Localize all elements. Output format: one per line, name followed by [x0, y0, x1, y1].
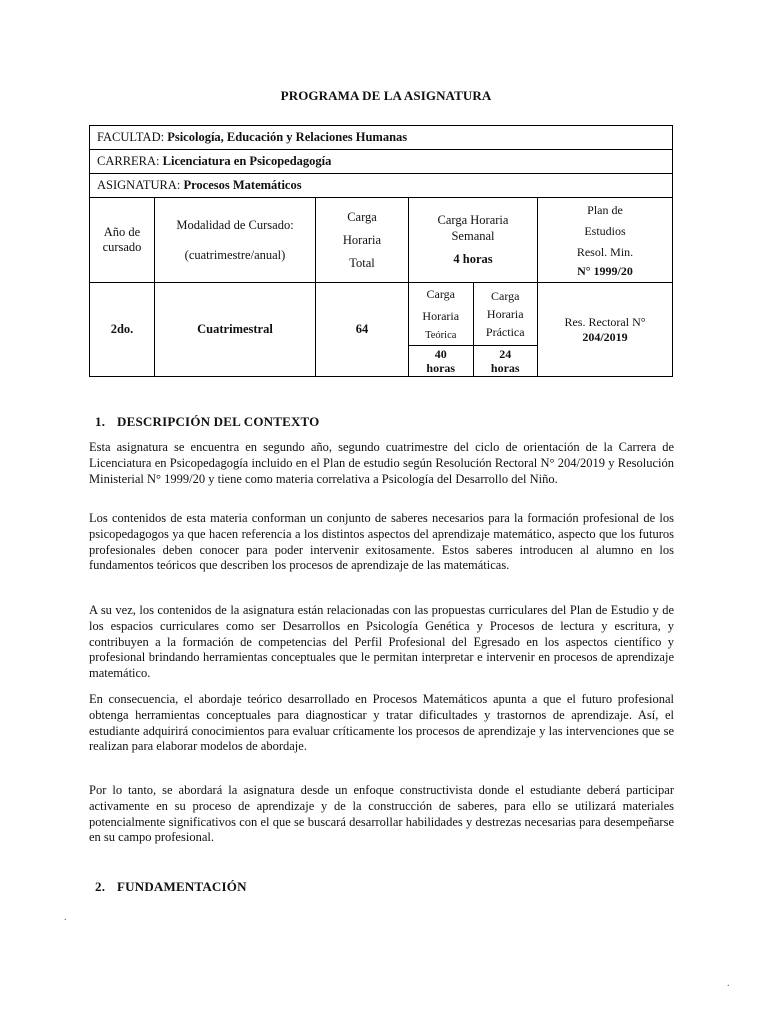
paragraph: Esta asignatura se encuentra en segundo año, segundo cuatrimestre del ciclo de orientación de la Carrera de Licenciatura en Psicopedagogía incluido en el Plan de estudio según Resolución Rectoral N° 204/2019 y Resolución Ministerial N° 1999/20 y tiene como materia correlativa a Psicología del Desarrollo del Niño. — [89, 440, 674, 486]
modalidad-header — [155, 198, 316, 283]
teorica-value: 40 horas — [426, 346, 456, 375]
carga-desglose-cell — [409, 283, 538, 377]
carrera-label: CARRERA: — [97, 154, 160, 168]
anio-header — [90, 198, 155, 283]
facultad-label: FACULTAD: — [97, 130, 165, 144]
carga-desglose-table — [409, 283, 537, 376]
section-number: 1. — [95, 414, 106, 429]
asignatura-label: ASIGNATURA: — [97, 178, 181, 192]
paragraph: A su vez, los contenidos de la asignatura están relacionadas con las propuestas curriculares del Plan de Estudio y de los espacios curriculares como ser Desarrollos en Psicología Genética y Procesos de lectura y escritura, y contribuyen a la formación de competencias del Perfil Profesional del Egresado en los aspectos científico y profesional brindando herramientas conceptuales que le permitan interpretar e intervenir en procesos de aprendizaje matemático. — [89, 603, 674, 681]
carga-total-header-text: Carga Horaria Total — [342, 209, 382, 270]
anio-header-text: Año de cursado — [102, 225, 142, 254]
carga-semanal-header-text: Carga Horaria Semanal — [437, 212, 509, 243]
teorica-label-cell — [409, 283, 473, 346]
section-title: FUNDAMENTACIÓN — [117, 879, 247, 894]
page-title: PROGRAMA DE LA ASIGNATURA — [280, 88, 492, 103]
modalidad-header-text: Modalidad de Cursado: — [176, 217, 294, 232]
practica-value: 24 horas — [490, 346, 520, 375]
res-rectoral-label: Res. Rectoral N° — [564, 314, 646, 329]
paragraph: Los contenidos de esta materia conforman un conjunto de saberes necesarios para la formación profesional de los psicopedagogos ya que hacen referencia a los distintos aspectos del aprendizaje matemático, aspecto que los futuros profesionales deben conocer para poder intervenir exitosamente. Estos saberes introducen al alumno en los fundamentos teóricos que describen los procesos de aprendizaje de las matemáticas. — [89, 511, 674, 573]
carga-semanal-value: 4 horas — [453, 251, 493, 266]
values-row — [90, 283, 673, 377]
anio-value-cell — [90, 283, 155, 377]
scan-dot: . — [64, 912, 67, 923]
modalidad-value: Cuatrimestral — [197, 322, 273, 336]
course-info-table — [89, 125, 673, 377]
plan-header — [538, 198, 673, 283]
scan-dot: . — [727, 978, 730, 989]
modalidad-header-sub: (cuatrimestre/anual) — [184, 248, 286, 262]
section-title: DESCRIPCIÓN DEL CONTEXTO — [117, 414, 320, 429]
modalidad-value-cell — [155, 283, 316, 377]
res-rectoral-cell — [538, 283, 673, 377]
header-row — [90, 198, 673, 283]
asignatura-value: Procesos Matemáticos — [183, 178, 302, 192]
carga-total-value-cell — [316, 283, 409, 377]
carga-semanal-header — [409, 198, 538, 283]
facultad-cell — [90, 126, 673, 150]
carrera-value: Licenciatura en Psicopedagogía — [162, 154, 332, 168]
asignatura-cell — [90, 174, 673, 198]
paragraph: En consecuencia, el abordaje teórico desarrollado en Procesos Matemáticos apunta a que el futuro profesional obtenga herramientas conceptuales para diagnosticar y tratar dificultades y trastornos de aprendizaje. Así, el estudiante adquirirá conocimientos para evaluar críticamente los procesos de aprendizaje y las intervenciones que se realizan para elaborar modelos de abordaje. — [89, 692, 674, 754]
paragraph: Por lo tanto, se abordará la asignatura desde un enfoque constructivista donde el estudiante deberá participar activamente en su proceso de aprendizaje y de la construcción de saberes, para ello se utilizará materiales potencialmente significativos con el que se buscará desarrollar habilidades y destrezas necesarias para desempeñarse en su campo profesional. — [89, 783, 674, 845]
teorica-label-1: Carga Horaria — [422, 287, 460, 324]
facultad-row — [90, 126, 673, 150]
practica-label-cell — [473, 283, 537, 346]
teorica-label-2: Teórica — [425, 330, 457, 342]
carga-total-header — [316, 198, 409, 283]
section-heading-fundamentacion — [95, 879, 247, 895]
practica-label: Carga Horaria Práctica — [485, 289, 525, 339]
plan-value: N° 1999/20 — [577, 263, 633, 278]
practica-value-cell — [473, 346, 537, 377]
plan-header-text: Plan de Estudios Resol. Min. — [576, 202, 634, 259]
asignatura-row — [90, 174, 673, 198]
facultad-value: Psicología, Educación y Relaciones Humanas — [167, 130, 408, 144]
teorica-value-cell — [409, 346, 473, 377]
carga-total-value: 64 — [355, 322, 369, 336]
res-rectoral-value: 204/2019 — [582, 329, 628, 344]
anio-value: 2do. — [110, 322, 134, 336]
carrera-cell — [90, 150, 673, 174]
section-number: 2. — [95, 879, 106, 894]
carrera-row — [90, 150, 673, 174]
section-heading-descripcion — [95, 414, 320, 430]
